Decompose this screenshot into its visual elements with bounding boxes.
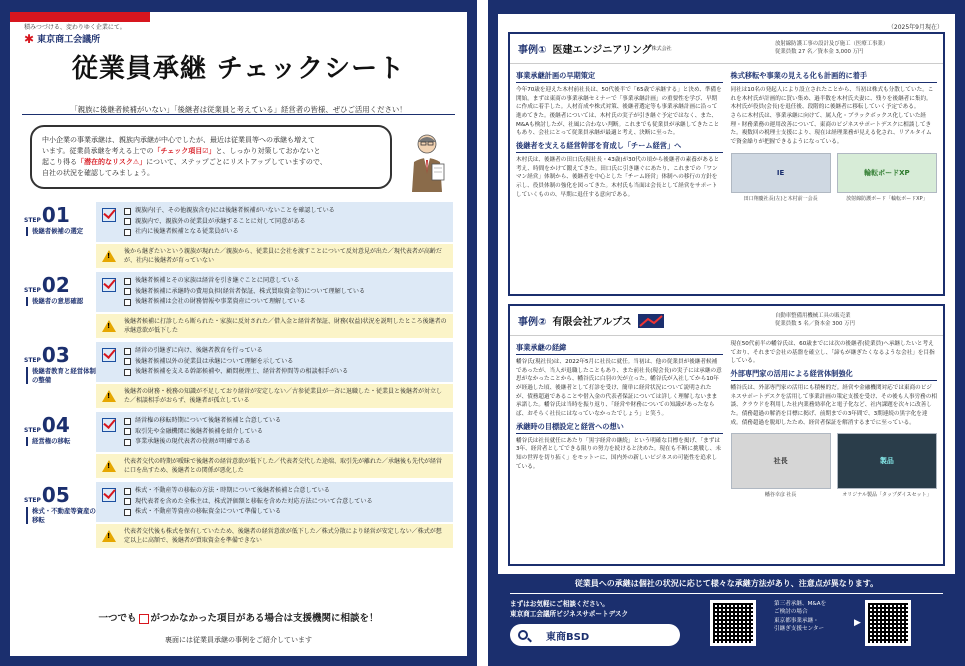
search-icon <box>518 630 528 640</box>
checklist-item[interactable] <box>124 507 447 518</box>
photo-row <box>731 433 938 498</box>
step-05 <box>24 482 453 548</box>
footer-line: まずはお気軽にご相談ください。 <box>510 600 609 608</box>
company-business: 自動車整備用機械工具の販売業 <box>775 312 851 319</box>
photo <box>837 433 937 498</box>
risk-text: 代表者交代の時期が曖昧で後継者の経営意欲が低下した／代表者交代した途端、取引先が離れた／承継後も先代が経営に口を出すため、後継者との関係が悪化した <box>124 457 443 474</box>
step-digit: 01 <box>41 203 70 227</box>
step-number <box>24 272 96 297</box>
tagline: 積みつづける、変わりゆく企業にて。 <box>24 24 126 31</box>
checklist-item[interactable] <box>124 497 447 508</box>
case-tag: 事例② <box>518 317 547 328</box>
step-label <box>24 412 96 478</box>
footer-line: 東京商工会議所ビジネスサポートデスク <box>510 609 629 618</box>
checklist-item[interactable] <box>124 276 447 287</box>
checklist-item[interactable] <box>124 346 447 357</box>
checklist-item[interactable] <box>124 427 447 438</box>
checklist-item-text: 親族内(子、その他親族含む)には後継者候補がいないことを確認している <box>135 207 335 214</box>
footer-ma-line: 引継ぎ支援センター <box>774 626 825 633</box>
check-icon <box>102 488 116 502</box>
contact-footer <box>498 574 955 656</box>
step-04 <box>24 412 453 478</box>
intro-text: について、ステップごとにリストアップしていますので、 <box>146 157 327 166</box>
step-word: STEP <box>24 496 41 504</box>
checklist-item-text: 後継者候補以外の従業員は承継について理解を示している <box>135 357 294 365</box>
step-label <box>24 342 96 408</box>
step-number <box>24 482 96 507</box>
step-label <box>24 202 96 268</box>
step-name: 経営権の移転 <box>26 437 96 446</box>
risk-box <box>96 384 453 408</box>
footer-ma <box>774 600 854 634</box>
item-list <box>124 486 447 518</box>
step-digit: 04 <box>41 412 70 437</box>
check-icon <box>102 348 116 362</box>
checkbox[interactable] <box>124 278 131 285</box>
checkbox[interactable] <box>124 369 131 376</box>
org-logo-icon: ✱ <box>24 31 35 46</box>
checkbox[interactable] <box>124 358 131 365</box>
paragraph: 今年70歳を迎えた木村前社長は、50代後半で「65歳で承継する」と決め、準備を開始。まずは東商の事業承継セミナーで「事業承継計画」の重要性を学び、早期に作成に着手した。人材育成や株式対策、後継者選定等も事業承継計画に沿って進めてきた。後継者については、木村氏の実子が引き継ぐ予定ではなく、また、M&Aも検討したが、社風に合わない判断。これまでも従業員が承継してきたこともあり、会社にとって従業員承継が最適と考え、決断に至った。 <box>516 87 722 137</box>
checklist-item[interactable] <box>124 206 447 217</box>
step-01 <box>24 202 453 268</box>
paragraph: さらに木村氏は、事業承継に向けて、属人化・ブラックボックス化していた経理・財務業務の運用改善について、東商のビジネスサポートデスクに相談してきた。複数回の税理士支援により、現在は経理業務が見える化され、リアルタイムで資金繰りが把握できるようになっている。 <box>730 112 932 145</box>
risk-box <box>96 314 453 338</box>
paragraph: 幡谷氏は社長就任にあたり「黒字経営の継続」という明確な目標を掲げ、「まずは3年、経営者としてできる限りの努力を続けると決めた。現在も不断に挑戦し、未知の世界を切り拓く」をモットーに、国内外の新しいビジネスの可能性を追求している。 <box>516 437 721 470</box>
footer-ma-line: ご検討の場合 <box>774 609 808 616</box>
checkbox[interactable] <box>124 229 131 236</box>
step-body <box>96 272 453 338</box>
paragraph: 幡谷氏は、外部専門家の活用にも積極的だ。経営や金融機関対応では東商のビジネスサポートデスクを活用して事業計画の策定支援を受け、その後も人事労務の相談、クラウドを利用した社内業務効率化と電子化など、社内課題を次々に改善した。債務超過の解消を目標に掲げ、前期までの3年間で、3期連続の黒字化を達成。債務超過を脱却したため、経営者保証を解消するまでに至っている。 <box>730 384 937 426</box>
company-business: 放射線防護工事の設計及び施工（医療工事業） <box>775 40 889 47</box>
section-title: 承継時の目標設定と経営への想い <box>516 422 723 434</box>
step-name: 後継者教育と経営体制の整備 <box>26 367 96 384</box>
risk-text: 後継者の財務・税務の知識が不足しており経営が安定しない／古参従業員が一斉に退職した・従業員と後継者が対立した／相談相手がおらず、後継者が孤立している <box>124 387 443 404</box>
step-03 <box>24 342 453 408</box>
checklist-item[interactable] <box>124 416 447 427</box>
step-word: STEP <box>24 356 41 364</box>
check-icon <box>102 278 116 292</box>
case-columns <box>510 336 943 502</box>
checklist-item-text: 後継者候補は会社の財務情報や事業資産について理解している <box>135 298 306 306</box>
check-icon <box>102 208 116 222</box>
businessman-illustration <box>402 130 452 196</box>
step-body <box>96 202 453 268</box>
footer-banner: 従業員への承継は個社の状況に応じて様々な承継方法があり、注意点が異なります。 <box>510 574 943 594</box>
intro-highlight-risk: 「潜在的なリスク⚠」 <box>77 157 147 166</box>
risk-text: 後から継ぎたいという親族が現れた／親族から、従業員に会社を渡すことについて反対意見が出た／現代表者が高齢だが、社内に後継者が育っていない <box>124 247 442 264</box>
callout-text: 一つでも <box>98 613 137 624</box>
case-1-card <box>508 32 945 296</box>
checklist-item-text: 株式・不動産等資産の移転資金について準備している <box>135 508 282 516</box>
top-red-bar <box>10 12 150 22</box>
footer-ma-line: 第三者承継、M&Aを <box>774 601 827 607</box>
case-sheet <box>498 14 955 656</box>
item-list <box>124 416 447 448</box>
president-photo: 社長 <box>731 433 831 489</box>
company-meta <box>775 41 935 56</box>
right-page <box>488 0 965 666</box>
check-icon <box>102 418 116 432</box>
checklist-item-text: 経営権の移転時期について後継者候補と合意している <box>135 416 282 424</box>
intro-text: 中小企業の事業承継は、親族内承継が中心でしたが、最近は従業員等への承継も増えて <box>42 136 315 144</box>
step-name: 後継者候補の選定 <box>26 227 96 236</box>
page-gap <box>477 0 488 666</box>
page-title: 従業員承継 チェックシート <box>71 54 406 84</box>
paragraph: 同社は10名の発起人により設立されたことから、当初は株式も分散していた。これを木村氏が計画的に買い集め、過半数を木村氏夫妻に、残りを後継者に集約。木村氏が役員(会長)を退任後、段階的に後継者に移転していく予定である。 <box>730 87 934 111</box>
date-note: （2025年9月現在） <box>887 24 943 31</box>
qr-pattern <box>868 603 908 643</box>
warning-icon: ! <box>102 390 116 402</box>
paragraph: 幡谷氏(現社長)は、2022年5月に社長に就任。当初は、他の従業員が後継者候補であったが、当人が退職したこともあり、また前社長(現会長)の実子には承継の意思がなかったことから、幡谷氏に白羽の矢が立った。幡谷氏が入社してから10年が経過した頃、後継者として打診を受け、簡単に経営状況について説明されたが、債務超過であることや借入金の代表者保証については詳しく理解しないまま承諾した。幡谷氏は当時を振り返り、「経営や財務についての知識があったならば、おそらく社長にはなっていなかったでしょう」と笑う。 <box>516 359 722 417</box>
intro-text: と、しっかり対策しておかないと <box>215 146 321 155</box>
check-items <box>96 342 453 382</box>
risk-box <box>96 524 453 548</box>
case-column-right <box>731 68 938 202</box>
section-title: 事業承継計画の早期策定 <box>516 71 723 83</box>
step-body <box>96 342 453 408</box>
checklist-item[interactable] <box>124 227 447 238</box>
photo <box>731 433 831 498</box>
photo-caption: オリジナル製品「タップダイスセット」 <box>842 492 932 499</box>
step-number <box>24 342 96 367</box>
photo-caption: 放射線防護ボード「輪転ボードXP」 <box>846 195 928 202</box>
case-2-card <box>508 304 945 566</box>
company-suffix: 株式会社 <box>651 46 672 52</box>
red-checkbox-icon <box>139 614 149 624</box>
checklist-item-text: 親族内で、親族外の従業員が承継することに対して同意がある <box>135 217 306 225</box>
paragraph: 現在50代前半の幡谷氏は、60歳までには次の後継者(従業員)へ承継したいと考えており、それまで会社の基盤を確立し、「諦もが継ぎたくなるような会社」を目指している。 <box>730 341 935 365</box>
intro-text: 起こり得る <box>42 157 77 166</box>
checklist-item-text: 後継者候補を支える幹部候補や、顧問税理士、経営者仲間等の相談相手がいる <box>135 368 349 376</box>
qr-code-2[interactable] <box>865 600 911 646</box>
checklist-item[interactable] <box>124 357 447 368</box>
step-word: STEP <box>24 286 41 294</box>
step-label <box>24 482 96 548</box>
checklist-item[interactable] <box>124 486 447 497</box>
search-box[interactable] <box>510 624 680 646</box>
org-logo <box>24 32 126 45</box>
photo <box>837 153 937 202</box>
item-list <box>124 346 447 378</box>
case-columns <box>510 64 943 206</box>
company-name: 医建エンジニアリング <box>552 45 652 56</box>
footer-contact <box>510 600 700 646</box>
item-list <box>124 276 447 308</box>
check-items <box>96 202 453 242</box>
checklist-item[interactable] <box>124 287 447 298</box>
warning-icon: ! <box>102 250 116 262</box>
org-header <box>24 22 126 45</box>
checkbox[interactable] <box>124 348 131 355</box>
checklist-item[interactable] <box>124 217 447 228</box>
check-items <box>96 412 453 452</box>
arrow-right-icon: ▶ <box>854 618 861 628</box>
checklist-item-text: 取引先や金融機関に後継者候補を紹介している <box>135 427 263 435</box>
case-column-left <box>516 340 723 498</box>
search-keyword: 東商BSD <box>546 631 590 643</box>
case-header <box>510 306 943 336</box>
photo-caption: 幡谷幸彦 社長 <box>764 492 797 499</box>
section-title: 事業承継の経緯 <box>516 343 723 355</box>
check-items <box>96 272 453 312</box>
footer-ma-line: 東京都事業承継・ <box>774 617 819 624</box>
divider <box>22 114 455 115</box>
checkbox[interactable] <box>124 418 131 425</box>
step-digit: 05 <box>41 482 70 507</box>
checklist-item[interactable] <box>124 367 447 378</box>
intro-highlight-check: 「チェック項目☑」 <box>153 146 216 155</box>
product-photo: 輪転ボードXP <box>837 153 937 193</box>
case-column-left <box>516 68 723 202</box>
step-digit: 02 <box>41 272 70 297</box>
qr-code-1[interactable] <box>710 600 756 646</box>
checklist-item[interactable] <box>124 437 447 448</box>
warning-icon: ! <box>102 460 116 472</box>
checkbox[interactable] <box>124 509 131 516</box>
checksheet <box>10 12 467 656</box>
checkbox[interactable] <box>124 288 131 295</box>
check-items <box>96 482 453 522</box>
qr-pattern <box>713 603 753 643</box>
step-word: STEP <box>24 426 41 434</box>
footer-body <box>498 594 955 652</box>
product-photo: 製品 <box>837 433 937 489</box>
warning-icon: ! <box>102 320 116 332</box>
step-list <box>24 202 453 552</box>
checklist-item-text: 経営の引継ぎに向け、後継者教育を行っている <box>135 346 263 354</box>
checkbox[interactable] <box>124 488 131 495</box>
section-title: 株式移転や事業の見える化も計画的に着手 <box>731 71 938 83</box>
section-title: 外部専門家の活用による経営体制強化 <box>731 369 938 381</box>
callout-text: がつかなかった項目がある場合は支援機関に相談を！ <box>150 613 379 624</box>
checklist-item-text: 現代表者を含めた全株主は、株式評価額と移転を含めた対応方法について合意している <box>135 497 373 505</box>
case-tag: 事例① <box>518 45 547 56</box>
consult-callout <box>10 610 467 624</box>
step-name: 後継者の意思確認 <box>26 297 96 306</box>
checklist-item[interactable] <box>124 297 447 308</box>
step-number <box>24 205 96 225</box>
left-page <box>0 0 477 666</box>
checklist-item-text: 社内に後継者候補となる従業員がいる <box>135 228 239 236</box>
case-header <box>510 34 943 64</box>
item-list <box>124 206 447 238</box>
step-word: STEP <box>24 217 41 224</box>
company-size: 従業員数 5 名／資本金 300 万円 <box>775 320 855 327</box>
risk-box <box>96 454 453 478</box>
intro-box <box>30 125 392 189</box>
risk-text: 後継者候補に打診したら断られた・家族に反対された／借入金と経営者保証、財務(収益)状況を説明したところ後継者の承継意欲が低下した <box>124 317 447 334</box>
checklist-item-text: 後継者候補とその家族は経営を引き継ぐことに同意している <box>135 276 300 284</box>
intro-text: 自社の状況を確認してみましょう。 <box>42 168 154 177</box>
step-body <box>96 482 453 548</box>
case-column-right <box>731 340 938 498</box>
checklist-item-text: 後継者候補に承継時の費用負担(経営者保証、株式買取資金等)について理解している <box>135 287 366 295</box>
back-note: 裏面には従業員承継の事例をご紹介しています <box>165 636 312 644</box>
risk-box <box>96 244 453 268</box>
warning-icon: ! <box>102 530 116 542</box>
checkbox[interactable] <box>124 428 131 435</box>
org-name: 東京商工会議所 <box>37 35 101 45</box>
checkbox[interactable] <box>124 218 131 225</box>
page-subtitle: 「親族に後継者候補がいない」「後継者は従業員と考えている」経営者の皆様、ぜひご活用ください！ <box>70 105 407 114</box>
checkbox[interactable] <box>124 498 131 505</box>
photo-caption: 田口翔慶社長(左)と木村前一会長 <box>743 195 818 202</box>
company-size: 従業員数 27 名／資本金 3,000 万円 <box>775 48 864 55</box>
photo <box>731 153 831 202</box>
checkbox[interactable] <box>124 208 131 215</box>
company-logo-icon <box>638 314 664 328</box>
step-name: 株式・不動産等資産の移転 <box>26 507 96 524</box>
checklist-item-text: 事業承継後の現代表者の役割が明確である <box>135 438 251 446</box>
step-number <box>24 412 96 437</box>
executives-photo: IE <box>731 153 831 193</box>
step-digit: 03 <box>41 342 70 367</box>
company-name: 有限会社アルプス <box>552 317 632 328</box>
photo-row <box>731 153 938 202</box>
section-title: 後継者を支える経営幹部を育成し「チーム経営」へ <box>516 141 723 153</box>
step-label <box>24 272 96 338</box>
checkbox[interactable] <box>124 299 131 306</box>
checkbox[interactable] <box>124 439 131 446</box>
checklist-item-text: 株式・不動産等の移転の方法・時期について後継者候補と合意している <box>135 486 330 494</box>
step-body <box>96 412 453 478</box>
step-02 <box>24 272 453 338</box>
company-meta <box>775 313 935 328</box>
paragraph: 木村氏は、後継者の田口氏(現社長・43歳)が30代の頃から後継者の素養があると考え、時間をかけて鍛えてきた。田口氏に引き継ぐにあたり、これまでの「ワンマン経営」体制から、後継者を中心とした「チーム経営」体制への移行の方針を示し、役員体制の強化を図ってきた。木村氏も当面は会長として経営をサポートしていくものの、早期に退任する意向である。 <box>516 156 720 198</box>
risk-text: 代表者交代後も株式を保有していたため、後継者の経営意欲が低下した／株式分散により経営が安定しない／株式が想定以上に高額で、後継者が買取資金を準備できない <box>124 527 442 544</box>
intro-text: います。従業員承継を考える上での <box>42 146 154 155</box>
